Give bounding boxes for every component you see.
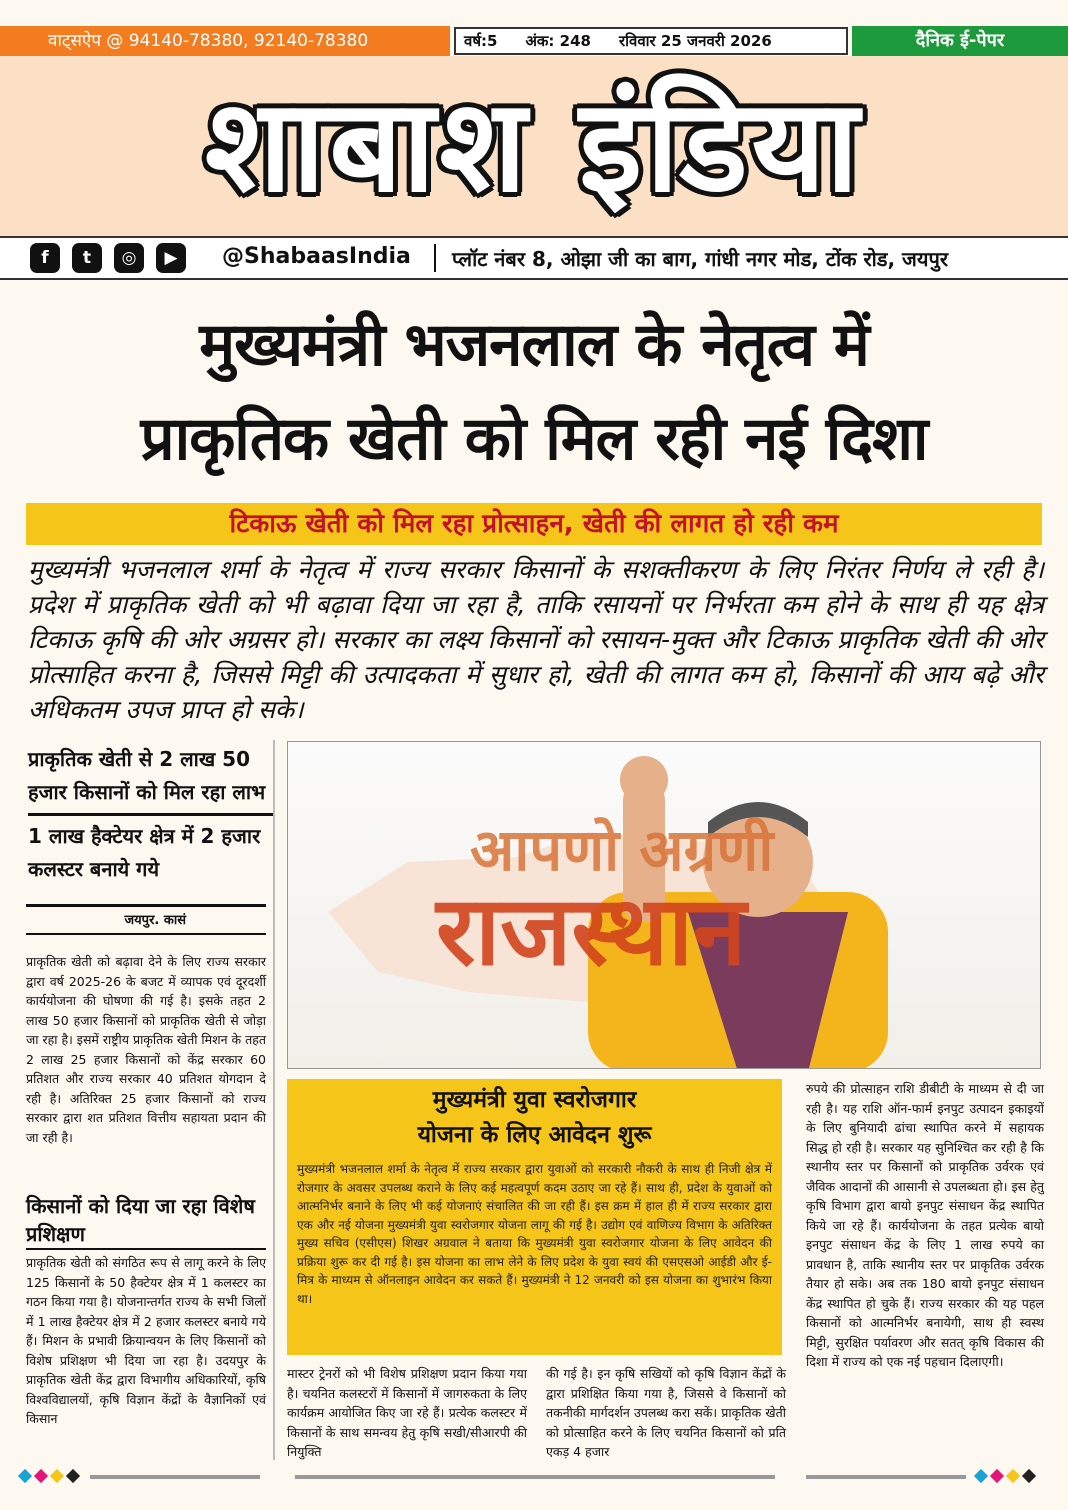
ornament xyxy=(18,1469,32,1483)
ornament xyxy=(974,1469,988,1483)
main-headline xyxy=(20,298,1048,486)
social-icons xyxy=(30,243,186,273)
ornament xyxy=(1006,1469,1020,1483)
photo-banner-line-2: राजस्थान xyxy=(436,875,747,987)
footer-rule xyxy=(295,1475,775,1479)
boxed-title-line-1: मुख्यमंत्री युवा स्वरोजगार xyxy=(432,1087,637,1113)
office-address: प्लॉट नंबर 8, ओझा जी का बाग, गांधी नगर मोड, टोंक रोड, जयपुर xyxy=(452,247,949,271)
left-para-1: प्राकृतिक खेती को बढ़ावा देने के लिए राज्य सरकार द्वारा वर्ष 2025-26 के बजट में व्यापक एवं दूरदर्शी कार्ययोजना की घोषणा की गई है। इसके तहत 2 लाख 50 हजार किसानों को प्राकृतिक खेती से जोड़ा जा रहा है। इसमें राष्ट्रीय प्राकृतिक खेती मिशन के तहत 2 लाख 25 हजार किसानों को केंद्र सरकार 60 प्रतिशत और राज्य सरकार 40 प्रतिशत योगदान दे रही है। अतिरिक्त 25 हजार किसानों को राज्य सरकार द्वारा शत प्रतिशत वित्तीय सहायता प्रदान की जा रही है। xyxy=(26,954,266,1145)
issue-info xyxy=(454,27,848,55)
footer-rule xyxy=(90,1475,260,1479)
edition-label: दैनिक ई-पेपर xyxy=(852,26,1068,56)
ornament xyxy=(1022,1469,1036,1483)
year-label: वर्ष:5 xyxy=(464,32,498,50)
ornament xyxy=(990,1469,1004,1483)
photo-banner-line-1: आपणो अग्रणी xyxy=(470,816,774,884)
intro-paragraph: मुख्यमंत्री भजनलाल शर्मा के नेतृत्व में राज्य सरकार किसानों के सशक्तीकरण के लिए निरंतर निर्णय ले रही है। प्रदेश में प्राकृतिक खेती को भी बढ़ावा दिया जा रहा है, ताकि रसायनों पर निर्भरता कम होने के साथ ही यह क्षेत्र टिकाऊ कृषि की ओर अग्रसर हो। सरकार का लक्ष्य किसानों को रसायन-मुक्त और टिकाऊ प्राकृतिक खेती की ओर प्रोत्साहित करना है, जिससे मिट्टी की उत्पादकता में सुधार हो, खेती की लागत कम हो, किसानों की आय बढ़े और अधिकतम उपज प्राप्त हो सके। xyxy=(28,555,1044,724)
issue-number: अंक: 248 xyxy=(525,32,591,50)
headline-line-2: प्राकृतिक खेती को मिल रही नई दिशा xyxy=(140,404,928,474)
subheadline: टिकाऊ खेती को मिल रहा प्रोत्साहन, खेती की लागत हो रही कम xyxy=(229,509,839,539)
column-divider xyxy=(273,740,275,1460)
headline-line-1: मुख्यमंत्री भजनलाल के नेतृत्व में xyxy=(199,310,869,380)
ornament xyxy=(50,1469,64,1483)
social-handle[interactable]: @ShabaasIndia xyxy=(222,244,411,269)
divider xyxy=(26,904,266,907)
boxed-title-line-2: योजना के लिए आवेदन शुरू xyxy=(417,1122,652,1148)
footer-rule xyxy=(806,1475,966,1479)
separator xyxy=(434,244,436,272)
issue-date: रविवार 25 जनवरी 2026 xyxy=(618,32,772,50)
footer-ornament-left xyxy=(20,1471,78,1481)
divider xyxy=(26,1248,266,1250)
boxed-story-body: मुख्यमंत्री भजनलाल शर्मा के नेतृत्व में राज्य सरकार द्वारा युवाओं को सरकारी नौकरी के साथ ही निजी क्षेत्र में रोजगार के अवसर उपलब्ध कराने के लिए कई महत्वपूर्ण कदम उठाए जा रहे हैं। साथ ही, प्रदेश के युवाओं को आत्मनिर्भर बनाने के लिए भी कई योजनाएं संचालित की जा रही हैं। इस क्रम में हाल ही में राज्य सरकार द्वारा एक और नई योजना मुख्यमंत्री युवा स्वरोजगार योजना लागू की गई है। उद्योग एवं वाणिज्य विभाग के अतिरिक्त मुख्य सचिव (एसीएस) शिखर अग्रवाल ने बताया कि मुख्यमंत्री युवा स्वरोजगार योजना के लिए आवेदन की प्रक्रिया शुरू कर दी गई है। इस योजना का लाभ लेने के लिए प्रदेश के युवा स्वयं की एसएसओ आईडी और ई-मित्र के माध्यम से ऑनलाइन आवेदन कर सकते हैं। मुख्यमंत्री ने 12 जनवरी को इस योजना का शुभारंभ किया था। xyxy=(297,1162,772,1306)
youtube-icon[interactable]: ▶ xyxy=(156,243,186,273)
boxed-story-title xyxy=(287,1083,782,1153)
left-para-2: प्राकृतिक खेती को संगठित रूप से लागू करने के लिए 125 किसानों के 50 हैक्टेयर क्षेत्र में 1 कलस्टर का गठन किया गया है। योजनान्तर्गत राज्य के सभी जिलों में 1 लाख हैक्टेयर क्षेत्र में 2 हजार कलस्टर बनाये गये हैं। मिशन के प्रभावी क्रियान्वयन के लिए किसानों को विशेष प्रशिक्षण भी दिया जा रहा है। उदयपुर के प्राकृतिक खेती केंद्र द्वारा विभागीय अधिकारियों, कृषि विश्वविद्यालयों, कृषि विज्ञान केंद्रों के वैज्ञानिकों एवं किसान xyxy=(26,1255,266,1426)
ornament xyxy=(66,1469,80,1483)
left-headline-1: प्राकृतिक खेती से 2 लाख 50 हजार किसानों को मिल रहा लाभ xyxy=(28,743,273,816)
whatsapp-contact: वाट्सऐप @ 94140-78380, 92140-78380 xyxy=(0,26,450,56)
middle-column-1: मास्टर ट्रेनरों को भी विशेष प्रशिक्षण प्रदान किया गया है। चयनित कलस्टरों में किसानों में जागरुकता के लिए कार्यक्रम आयोजित किए जा रहे हैं। प्रत्येक कलस्टर में किसानों के साथ समन्वय हेतु कृषि सखी/सीआरपी की नियुक्ति xyxy=(287,1366,527,1459)
instagram-icon[interactable]: ◎ xyxy=(114,243,144,273)
left-subheading: किसानों को दिया जा रहा विशेष प्रशिक्षण xyxy=(26,1194,255,1246)
byline: जयपुर. कासं xyxy=(124,913,186,928)
left-headline-2: 1 लाख हैक्टेयर क्षेत्र में 2 हजार कलस्टर बनाये गये xyxy=(28,824,261,881)
twitter-icon[interactable]: t xyxy=(72,243,102,273)
footer-ornament-right xyxy=(976,1471,1034,1481)
fist xyxy=(620,756,668,804)
facebook-icon[interactable]: f xyxy=(30,243,60,273)
newspaper-title: शाबाश इंडिया xyxy=(205,72,863,221)
divider xyxy=(26,933,266,935)
ornament xyxy=(34,1469,48,1483)
middle-column-2: की गई है। इन कृषि सखियों को कृषि विज्ञान केंद्रों के द्वारा प्रशिक्षित किया गया है, जिससे वे किसानों को तकनीकी मार्गदर्शन उपलब्ध करा सकें। प्राकृतिक खेती को प्रोत्साहित करने के लिए चयनित किसानों को प्रति एकड़ 4 हजार xyxy=(546,1366,786,1459)
left-column-headline xyxy=(28,743,273,886)
right-column: रुपये की प्रोत्साहन राशि डीबीटी के माध्यम से दी जा रही है। यह राशि ऑन-फार्म इनपुट उत्पादन इकाइयों के लिए बुनियादी ढांचा स्थापित करने में सहायक सिद्ध हो रही है। सरकार यह सुनिश्चित कर रही है कि स्थानीय स्तर पर किसानों को प्राकृतिक उर्वरक एवं जैविक आदानों की आसानी से उपलब्धता हो। इस हेतु कृषि विभाग द्वारा बायो इनपुट संसाधन केंद्र स्थापित किये जा रहे हैं। कार्ययोजना के तहत प्रत्येक बायो इनपुट संसाधन केंद्र के लिए 1 लाख रुपये का प्रावधान है, ताकि स्थानीय स्तर पर प्राकृतिक उर्वरक तैयार हो सके। अब तक 180 बायो इनपुट संसाधन केंद्र स्थापित हो चुके हैं। राज्य सरकार की यह पहल किसानों को आत्मनिर्भर बनायेगी, साथ ही स्वस्थ मिट्टी, सुरक्षित पर्यावरण और सतत् कृषि विकास की दिशा में राज्य को एक नई पहचान दिलाएगी। xyxy=(806,1081,1044,1369)
